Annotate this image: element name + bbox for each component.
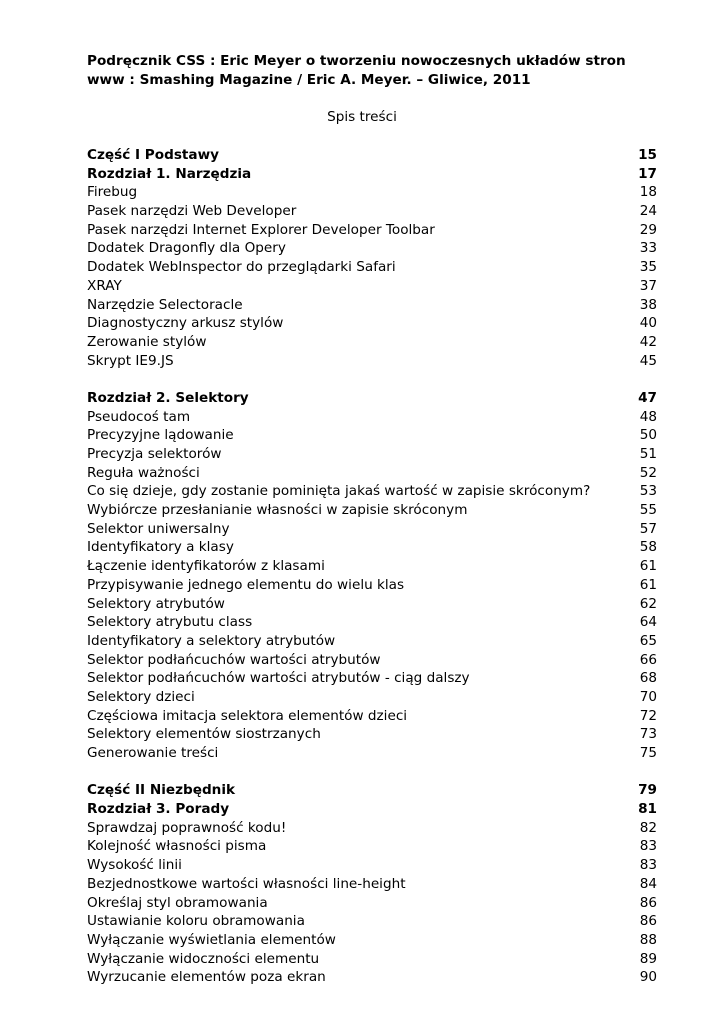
entry-title: Dodatek WebInspector do przeglądarki Safari	[87, 259, 396, 276]
entry-page: 86	[639, 894, 657, 911]
entry-page: 79	[638, 782, 657, 799]
entry-title: Narzędzie Selectoracle	[87, 296, 243, 313]
entry-title: Zerowanie stylów	[87, 333, 207, 350]
entry-page: 50	[639, 427, 657, 444]
entry-title: Rozdział 1. Narzędzia	[87, 165, 252, 182]
entry-title: Co się dzieje, gdy zostanie pominięta jakaś wartość w zapisie skróconym?	[87, 483, 591, 500]
entry-page: 68	[639, 670, 657, 687]
toc-heading-entry	[87, 389, 657, 408]
toc-heading-entry	[87, 146, 657, 165]
entry-title: Reguła ważności	[87, 464, 200, 481]
entry-title: Pseudocoś tam	[87, 408, 191, 425]
entry-title: Dodatek Dragonfly dla Opery	[87, 240, 286, 257]
entry-title: Generowanie treści	[87, 745, 219, 761]
entry-title: Skrypt IE9.JS	[87, 352, 174, 369]
toc-entry	[87, 669, 657, 688]
entry-page: 66	[639, 651, 657, 668]
entry-title: Wybiórcze przesłanianie własności w zapisie skróconym	[87, 502, 468, 519]
entry-title: Ustawianie koloru obramowania	[87, 913, 305, 930]
toc-entry	[87, 894, 657, 913]
entry-page: 88	[639, 931, 657, 948]
entry-page: 61	[639, 576, 657, 593]
toc-entry	[87, 819, 657, 838]
toc-entry	[87, 482, 657, 501]
entry-page: 83	[639, 857, 657, 874]
entry-page: 47	[638, 389, 657, 406]
entry-title: XRAY	[87, 277, 122, 294]
toc-entry	[87, 333, 657, 352]
entry-title: Precyzja selektorów	[87, 446, 222, 462]
entry-title: Selektor uniwersalny	[87, 520, 230, 537]
entry-title: Wyłączanie wyświetlania elementów	[87, 931, 336, 948]
entry-page: 61	[639, 558, 657, 575]
entry-title: Część II Niezbędnik	[87, 782, 236, 799]
entry-page: 15	[638, 147, 657, 163]
toc-entry	[87, 613, 657, 632]
toc-entry	[87, 464, 657, 483]
entry-page: 42	[639, 333, 657, 350]
toc-entry	[87, 277, 657, 296]
table-of-contents	[87, 146, 657, 987]
entry-title: Część I Podstawy	[87, 147, 219, 163]
entry-page: 75	[639, 745, 657, 761]
entry-title: Firebug	[87, 184, 138, 201]
entry-page: 51	[639, 446, 657, 462]
entry-title: Określaj styl obramowania	[87, 894, 268, 911]
toc-entry	[87, 931, 657, 950]
document-title	[87, 52, 647, 89]
entry-title: Diagnostyczny arkusz stylów	[87, 315, 284, 332]
entry-title: Wyłączanie widoczności elementu	[87, 950, 320, 967]
toc-entry	[87, 426, 657, 445]
entry-title: Identyfikatory a klasy	[87, 539, 234, 556]
entry-page: 72	[639, 707, 657, 724]
entry-title: Sprawdzaj poprawność kodu!	[87, 819, 287, 836]
entry-title: Kolejność własności pisma	[87, 838, 267, 855]
entry-page: 48	[639, 408, 657, 425]
toc-entry	[87, 183, 657, 202]
toc-entry	[87, 202, 657, 221]
toc-entry	[87, 501, 657, 520]
entry-title: Selektor podłańcuchów wartości atrybutów - ciąg dalszy	[87, 670, 470, 687]
toc-entry	[87, 538, 657, 557]
toc-entry	[87, 632, 657, 651]
entry-title: Selektory dzieci	[87, 688, 195, 705]
entry-title: Selektory atrybutu class	[87, 614, 253, 631]
entry-page: 65	[639, 632, 657, 649]
entry-page: 90	[639, 969, 657, 986]
toc-entry	[87, 725, 657, 744]
toc-entry	[87, 314, 657, 333]
entry-page: 29	[639, 221, 657, 238]
toc-heading-entry	[87, 781, 657, 800]
toc-entry	[87, 837, 657, 856]
entry-page: 89	[639, 950, 657, 967]
toc-entry	[87, 968, 657, 987]
toc-entry	[87, 557, 657, 576]
section-gap	[87, 370, 657, 389]
entry-page: 73	[639, 726, 657, 743]
toc-entry	[87, 221, 657, 240]
toc-entry	[87, 296, 657, 315]
entry-title: Przypisywanie jednego elementu do wielu klas	[87, 576, 405, 593]
toc-entry	[87, 258, 657, 277]
entry-title: Łączenie identyfikatorów z klasami	[87, 558, 325, 575]
toc-entry	[87, 520, 657, 539]
entry-page: 33	[639, 240, 657, 257]
entry-page: 64	[639, 614, 657, 631]
toc-entry	[87, 239, 657, 258]
entry-title: Bezjednostkowe wartości własności line-height	[87, 875, 406, 892]
entry-page: 35	[639, 259, 657, 276]
entry-page: 57	[639, 520, 657, 537]
entry-page: 45	[639, 352, 657, 369]
toc-entry	[87, 950, 657, 969]
toc-entry	[87, 651, 657, 670]
entry-page: 83	[639, 838, 657, 855]
entry-title: Rozdział 3. Porady	[87, 801, 230, 818]
entry-page: 53	[639, 483, 657, 500]
entry-title: Selektory elementów siostrzanych	[87, 726, 321, 743]
toc-entry	[87, 875, 657, 894]
entry-page: 81	[638, 801, 657, 818]
toc-entry	[87, 856, 657, 875]
title-line-1: Podręcznik CSS : Eric Meyer o tworzeniu nowoczesnych układów stron	[87, 53, 626, 69]
entry-page: 84	[639, 875, 657, 892]
toc-heading-entry	[87, 800, 657, 819]
toc-entry	[87, 595, 657, 614]
entry-page: 40	[639, 315, 657, 332]
toc-entry	[87, 688, 657, 707]
entry-page: 55	[639, 502, 657, 519]
toc-entry	[87, 408, 657, 427]
entry-title: Wyrzucanie elementów poza ekran	[87, 969, 326, 986]
toc-entry	[87, 744, 657, 763]
toc-heading: Spis treści	[327, 109, 397, 125]
entry-title: Selektory atrybutów	[87, 595, 225, 612]
entry-title: Pasek narzędzi Internet Explorer Developer Toolbar	[87, 221, 435, 238]
entry-page: 70	[639, 688, 657, 705]
entry-page: 17	[638, 165, 657, 182]
entry-title: Wysokość linii	[87, 857, 182, 874]
section-gap	[87, 763, 657, 782]
entry-page: 62	[639, 595, 657, 612]
entry-page: 52	[639, 464, 657, 481]
entry-page: 37	[639, 277, 657, 294]
entry-title: Pasek narzędzi Web Developer	[87, 203, 297, 220]
toc-entry	[87, 707, 657, 726]
toc-entry	[87, 352, 657, 371]
entry-title: Precyzyjne lądowanie	[87, 427, 234, 444]
toc-heading-entry	[87, 165, 657, 184]
entry-page: 18	[639, 184, 657, 201]
toc-entry	[87, 576, 657, 595]
title-line-2: www : Smashing Magazine / Eric A. Meyer. – Gliwice, 2011	[87, 71, 531, 88]
entry-title: Selektor podłańcuchów wartości atrybutów	[87, 651, 381, 668]
toc-entry	[87, 912, 657, 931]
entry-title: Częściowa imitacja selektora elementów dzieci	[87, 707, 408, 724]
toc-entry	[87, 445, 657, 464]
entry-page: 86	[639, 913, 657, 930]
entry-title: Identyfikatory a selektory atrybutów	[87, 632, 336, 649]
entry-page: 58	[639, 539, 657, 556]
entry-page: 38	[639, 296, 657, 313]
entry-page: 82	[639, 819, 657, 836]
entry-title: Rozdział 2. Selektory	[87, 389, 249, 406]
entry-page: 24	[639, 203, 657, 220]
